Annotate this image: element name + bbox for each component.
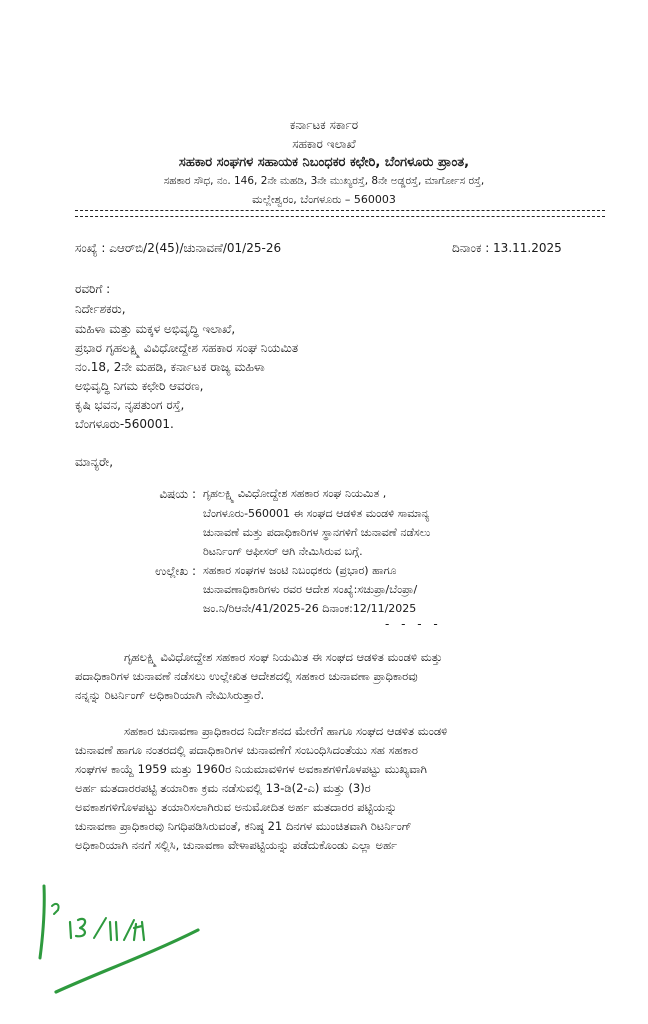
subject-line: ಬೆಂಗಳೂರು-560001 ಈ ಸಂಘದ ಆಡಳಿತ ಮಂಡಳಿ ಸಾಮಾನ್ಯ <box>203 507 430 520</box>
paragraph-line: ಅರ್ಹ ಮತದಾರರಪಟ್ಟಿ ತಯಾರಿಕಾ ಕ್ರಮ ನಡೆಸುವಲ್ಲಿ 13-ಡಿ(2-ಎ) ಮತ್ತು (3)ರ <box>75 781 371 795</box>
department-title: ಸಹಕಾರ ಇಲಾಖೆ <box>292 137 356 151</box>
govt-title: ಕರ್ನಾಟಕ ಸರ್ಕಾರ <box>289 118 359 132</box>
subject-line: ರಿಟರ್ನಿಂಗ್ ಆಫೀಸರ್ ಆಗಿ ನೇಮಿಸಿರುವ ಬಗ್ಗೆ. <box>203 545 363 558</box>
reference-line: ಜಂ.ನಿ/ರಿಆನೇ/41/2025-26 ದಿನಾಂಕ:12/11/2025 <box>203 602 417 615</box>
paragraph-line: ಚುನಾವಣೆ ಹಾಗೂ ನಂತರದಲ್ಲಿ ಪದಾಧಿಕಾರಿಗಳ ಚುನಾವಣೆಗೆ ಸಂಬಂಧಿಸಿದಂತೆಯು ಸಹ ಸಹಕಾರ <box>75 743 418 757</box>
office-address: ಸಹಕಾರ ಸೌಧ, ನಂ. 146, 2ನೇ ಮಹಡಿ, 3ನೇ ಮುಖ್ಯರಸ್ತೆ, 8ನೇ ಅಡ್ಡರಸ್ತೆ, ಮಾರ್ಗೋಸ ರಸ್ತೆ, <box>163 175 485 187</box>
subject-line: ಗೃಹಲಕ್ಷ್ಮಿ ವಿವಿಧೋದ್ದೇಶ ಸಹಕಾರ ಸಂಘ ನಿಯಮಿತ , <box>203 487 387 500</box>
paragraph-line: ಸಹಕಾರ ಚುನಾವಣಾ ಪ್ರಾಧಿಕಾರದ ನಿರ್ದೇಶನದ ಮೇರೆಗೆ ಹಾಗೂ ಸಂಘದ ಆಡಳಿತ ಮಂಡಳಿ <box>124 724 448 738</box>
subject-line: ಚುನಾವಣೆ ಮತ್ತು ಪದಾಧಿಕಾರಿಗಳ ಸ್ಥಾನಗಳಿಗೆ ಚುನಾವಣೆ ನಡೆಸಲು <box>203 526 431 539</box>
addressee-line: ನಂ.18, 2ನೇ ಮಹಡಿ, ಕರ್ನಾಟಕ ರಾಜ್ಯ ಮಹಿಳಾ <box>75 360 265 374</box>
paragraph-line: ಸಂಘಗಳ ಕಾಯ್ದೆ 1959 ಮತ್ತು 1960ರ ನಿಯಮಾವಳಿಗಳ ಅವಕಾಶಗಳಿಗೊಳಪಟ್ಟು ಮುಖ್ಯವಾಗಿ <box>75 762 427 776</box>
office-city: ಮಲ್ಲೇಶ್ವರಂ, ಬೆಂಗಳೂರು – 560003 <box>252 193 396 206</box>
salutation: ಮಾನ್ಯರೇ, <box>75 455 114 469</box>
addressee-line: ಅಭಿವೃದ್ಧಿ ನಿಗಮ ಕಛೇರಿ ಆವರಣ, <box>75 379 204 393</box>
addressee-line: ಪ್ರಭಾರ ಗೃಹಲಕ್ಷ್ಮಿ ವಿವಿಧೋದ್ದೇಶ ಸಹಕಾರ ಸಂಘ ನಿಯಮಿತ <box>75 341 299 355</box>
reference-label: ಉಲ್ಲೇಖ : <box>155 564 196 578</box>
addressee-line: ನಿರ್ದೇಶಕರು, <box>75 302 126 316</box>
reference-line: ಸಹಕಾರ ಸಂಘಗಳ ಜಂಟಿ ನಿಬಂಧಕರು (ಪ್ರಭಾರ) ಹಾಗೂ <box>203 564 397 577</box>
office-title: ಸಹಕಾರ ಸಂಘಗಳ ಸಹಾಯಕ ನಿಬಂಧಕರ ಕಛೇರಿ, ಬೆಂಗಳೂರು ಪ್ರಾಂತ, <box>178 155 470 170</box>
reference-line: ಚುನಾವಣಾಧಿಕಾರಿಗಳು ರವರ ಆದೇಶ ಸಂಖ್ಯೆ:ಸಚುಪ್ರಾ/ಬೆಂಪ್ರಾ/ <box>203 583 418 596</box>
addressee-line: ಮಹಿಳಾ ಮತ್ತು ಮಕ್ಕಳ ಅಭಿವೃದ್ಧಿ ಇಲಾಖೆ, <box>75 322 236 336</box>
paragraph-line: ಅಧಿಕಾರಿಯಾಗಿ ನನಗೆ ಸಲ್ಲಿಸಿ, ಚುನಾವಣಾ ವೇಳಾಪಟ್ಟಿಯನ್ನು ಪಡೆದುಕೊಂಡು ಎಲ್ಲಾ ಅರ್ಹ <box>75 838 398 852</box>
addressee-line: ಕೃಷಿ ಭವನ, ನೃಪತುಂಗ ರಸ್ತೆ, <box>75 398 185 412</box>
handwriting-note: 13/11/24 <box>90 894 95 895</box>
paragraph-line: ಗೃಹಲಕ್ಷ್ಮಿ ವಿವಿಧೋದ್ದೇಶ ಸಹಕಾರ ಸಂಘ ನಿಯಮಿತ ಈ ಸಂಘದ ಆಡಳಿತ ಮಂಡಳಿ ಮತ್ತು <box>124 650 443 664</box>
subject-label: ವಿಷಯ : <box>159 487 196 501</box>
paragraph-line: ಅವಕಾಶಗಳಿಗೊಳಪಟ್ಟು ತಯಾರಿಸಲಾಗಿರುವ ಅನುಮೋದಿತ ಅರ್ಹ ಮತದಾರರ ಪಟ್ಟಿಯನ್ನು <box>75 800 397 814</box>
reference-number: ಸಂಖ್ಯೆ : ಎಆರ್‌ಬಿ/2(45)/ಚುನಾವಣೆ/01/25-26 <box>75 241 282 255</box>
paragraph-line: ಚುನಾವಣಾ ಪ್ರಾಧಿಕಾರವು ನಿಗಧಿಪಡಿಸಿರುವಂತೆ, ಕನಿಷ್ಠ 21 ದಿನಗಳ ಮುಂಚಿತವಾಗಿ ರಿಟರ್ನಿಂಗ್ <box>75 819 412 833</box>
addressee-label: ರವರಿಗೆ : <box>75 282 111 296</box>
header-divider <box>75 210 605 217</box>
addressee-line: ಬೆಂಗಳೂರು-560001. <box>75 417 174 431</box>
paragraph-line: ಪದಾಧಿಕಾರಿಗಳ ಚುನಾವಣೆ ನಡೆಸಲು ಉಲ್ಲೇಖಿತ ಆದೇಶದಲ್ಲಿ ಸಹಕಾರ ಚುನಾವಣಾ ಪ್ರಾಧಿಕಾರವು <box>75 669 418 683</box>
handwritten-initials <box>30 880 220 1000</box>
section-separator: - - - - <box>385 617 442 631</box>
paragraph-line: ನನ್ನನ್ನು ರಿಟರ್ನಿಂಗ್ ಅಧಿಕಾರಿಯಾಗಿ ನೇಮಿಸಿರುತ್ತಾರೆ. <box>75 688 265 702</box>
letter-date: ದಿನಾಂಕ : 13.11.2025 <box>452 241 562 255</box>
green-ink-strokes <box>40 886 198 992</box>
